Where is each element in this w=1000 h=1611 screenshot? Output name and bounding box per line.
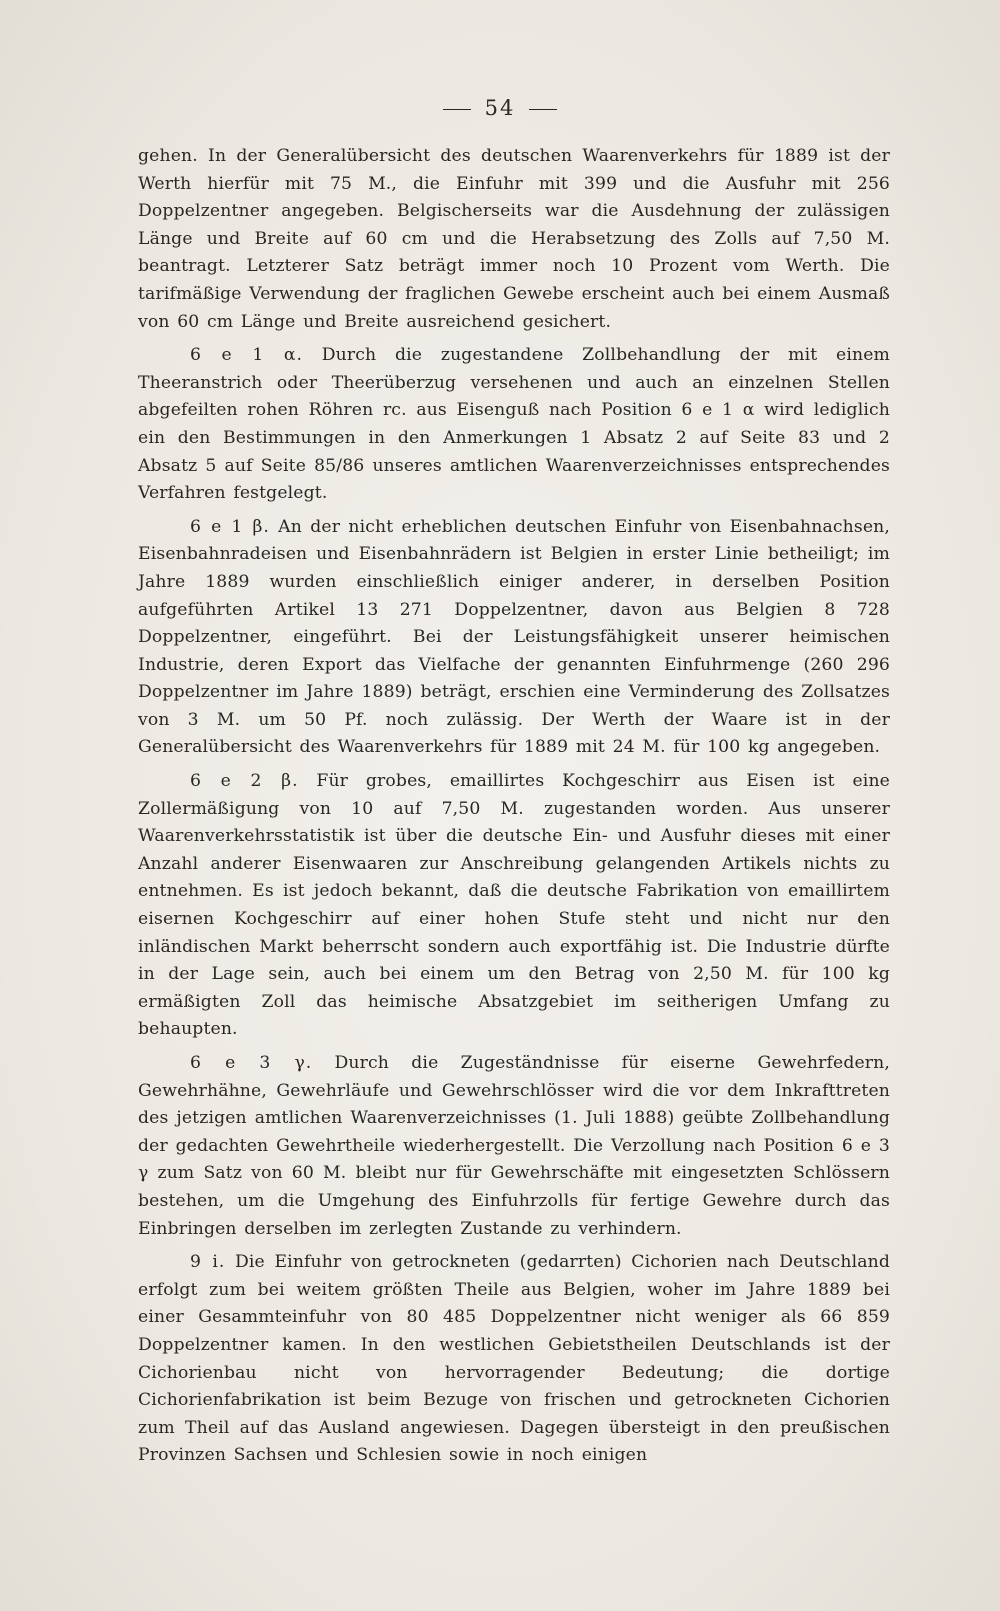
paragraph-text: gehen. In der Generalübersicht des deutschen Waarenverkehrs für 1889 ist der Werth hierfür mit 75 M., die Einfuhr mit 399 und die Ausfuhr mit 256 Doppelzentner angegeben. Belgischerseits war die Ausdehnung der zulässigen Länge und Breite auf 60 cm und die Herabsetzung des Zolls auf 7,50 M. beantragt. Letzterer Satz beträgt immer noch 10 Prozent vom Werth. Die tarifmäßige Verwendung der fraglichen Gewebe erscheint auch bei einem Ausmaß von 60 cm Länge und Breite ausreichend gesichert.: [138, 146, 890, 332]
paragraph-text: An der nicht erheblichen deutschen Einfuhr von Eisenbahnachsen, Eisenbahnradeisen und Eisenbahnrädern ist Belgien in erster Linie betheiligt; im Jahre 1889 wurden einschließlich einiger anderer, in derselben Position aufgeführten Artikel 13 271 Doppelzentner, davon aus Belgien 8 728 Doppelzentner, eingeführt. Bei der Leistungsfähigkeit unserer heimischen Industrie, deren Export das Vielfache der genannten Einfuhrmenge (260 296 Doppelzentner im Jahre 1889) beträgt, erschien eine Verminderung des Zollsatzes von 3 M. um 50 Pf. noch zulässig. Der Werth der Waare ist in der Generalübersicht des Waarenverkehrs für 1889 mit 24 M. für 100 kg angegeben.: [138, 516, 890, 758]
body-text: [138, 143, 890, 1476]
paragraph-lead: 6 e 2 β.: [190, 771, 299, 792]
page-number-dash-right: [529, 109, 557, 110]
paragraph-text: Durch die zugestandene Zollbehandlung der mit einem Theeranstrich oder Theerüberzug versehenen und auch an einzelnen Stellen abgefeilten rohen Röhren rc. aus Eisenguß nach Position 6 e 1 α wird lediglich ein den Bestimmungen in den Anmerkungen 1 Absatz 2 auf Seite 83 und 2 Absatz 5 auf Seite 85/86 unseres amtlichen Waarenverzeichnisses entsprechendes Verfahren festgelegt.: [138, 345, 890, 504]
paragraph-9i: [138, 1249, 890, 1470]
paragraph-6e2-beta: [138, 768, 890, 1044]
paragraph-6e1-alpha: [138, 342, 890, 508]
paragraph-lead: 6 e 1 α.: [190, 345, 303, 366]
page-number-value: 54: [484, 96, 516, 120]
paragraph-lead: 9 i.: [190, 1252, 226, 1273]
paragraph-6e3-gamma: [138, 1050, 890, 1243]
paragraph-text: Die Einfuhr von getrockneten (gedarrten) Cichorien nach Deutschland erfolgt zum bei weitem größten Theile aus Belgien, woher im Jahre 1889 bei einer Gesammteinfuhr von 80 485 Doppelzentner nicht weniger als 66 859 Doppelzentner kamen. In den westlichen Gebietstheilen Deutschlands ist der Cichorienbau nicht von hervorragender Bedeutung; die dortige Cichorienfabrikation ist beim Bezuge von frischen und getrockneten Cichorien zum Theil auf das Ausland angewiesen. Dagegen übersteigt in den preußischen Provinzen Sachsen und Schlesien sowie in noch einigen: [138, 1252, 891, 1466]
paragraph-text: Für grobes, emaillirtes Kochgeschirr aus Eisen ist eine Zollermäßigung von 10 auf 7,50 M. zugestanden worden. Aus unserer Waarenverkehrsstatistik ist über die deutsche Ein- und Ausfuhr dieses mit einer Anzahl anderer Eisenwaaren zur Anschreibung gelangenden Artikels nichts zu entnehmen. Es ist jedoch bekannt, daß die deutsche Fabrikation von emaillirtem eisernen Kochgeschirr auf einer hohen Stufe steht und nicht nur den inländischen Markt beherrscht sondern auch exportfähig ist. Die Industrie dürfte in der Lage sein, auch bei einem um den Betrag von 2,50 M. für 100 kg ermäßigten Zoll das heimische Absatzgebiet im seitherigen Umfang zu behaupten.: [138, 771, 890, 1040]
paragraph-text: Durch die Zugeständnisse für eiserne Gewehrfedern, Gewehrhähne, Gewehrläufe und Gewehrschlösser wird die vor dem Inkrafttreten des jetzigen amtlichen Waarenverzeichnisses (1. Juli 1888) geübte Zollbehandlung der gedachten Gewehrtheile wiederhergestellt. Die Verzollung nach Position 6 e 3 γ zum Satz von 60 M. bleibt nur für Gewehrschäfte mit eingesetzten Schlössern bestehen, um die Umgehung des Einfuhrzolls für fertige Gewehre durch das Einbringen derselben im zerlegten Zustande zu verhindern.: [138, 1053, 890, 1239]
page-number-dash-left: [443, 109, 471, 110]
paragraph-lead: 6 e 1 β.: [190, 516, 270, 537]
paragraph-continuation: [138, 143, 890, 336]
paragraph-lead: 6 e 3 γ.: [190, 1053, 313, 1073]
paragraph-6e1-beta: [138, 514, 890, 762]
page-number: [0, 96, 1000, 120]
